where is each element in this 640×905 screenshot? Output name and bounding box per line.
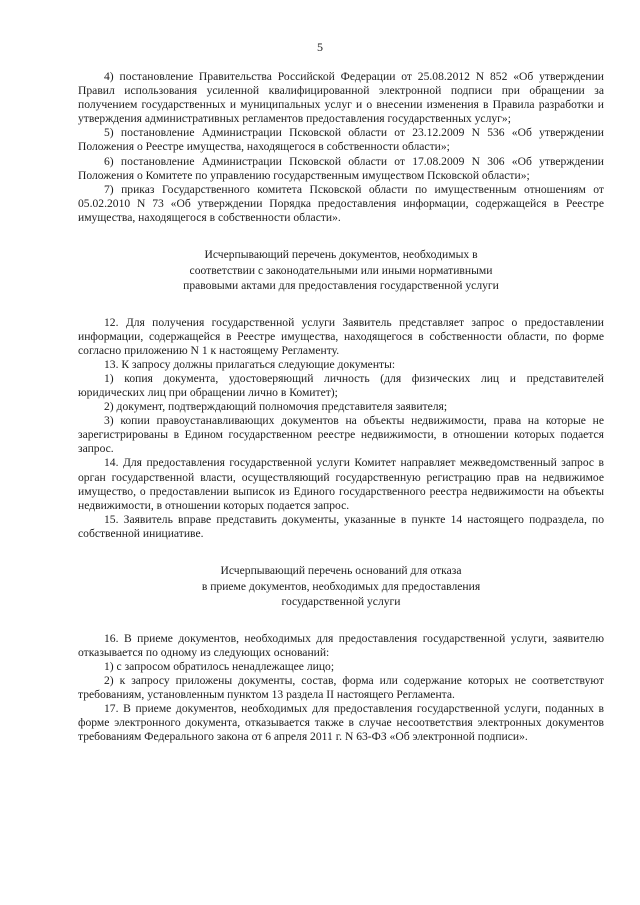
legal-acts-list xyxy=(78,70,604,225)
section-heading-refusal xyxy=(138,563,544,610)
paragraph-13-item-2: 2) документ, подтверждающий полномочия представителя заявителя; xyxy=(104,400,448,414)
paragraph-16-item-2: 2) к запросу приложены документы, состав, форма или содержание которых не соответствуют требованиям, установленным пунктом 13 раздела II настоящего Регламента. xyxy=(78,673,604,701)
section-heading-documents xyxy=(138,247,544,294)
heading-line: соответствии с законодательными или иными нормативными xyxy=(189,263,493,277)
paragraph-13: 13. К запросу должны прилагаться следующие документы: xyxy=(104,357,396,371)
paragraph-16-item-1: 1) с запросом обратилось ненадлежащее лицо; xyxy=(104,659,335,673)
paragraph-15: 15. Заявитель вправе представить документы, указанные в пункте 14 настоящего подраздела, по собственной инициативе. xyxy=(78,512,604,540)
paragraph-13-item-1: 1) копия документа, удостоверяющий личность (для физических лиц и представителей юридических лиц при обращении лично в Комитет); xyxy=(78,371,604,399)
documents-section xyxy=(78,316,604,542)
refusal-section xyxy=(78,632,604,745)
paragraph-16: 16. В приеме документов, необходимых для предоставления государственной услуги, заявителю отказывается по одному из следующих оснований: xyxy=(78,631,604,659)
paragraph-13-item-3: 3) копии правоустанавливающих документов на объекты недвижимости, права на которые не зарегистрированы в Едином государственном реестре недвижимости, в отношении которых подается запрос. xyxy=(78,414,604,456)
paragraph-item-7: 7) приказ Государственного комитета Псковской области по имущественным отношениям от 05.02.2010 N 73 «Об утверждении Порядка предоставления информации, содержащейся в Реестре имущества, находящегося в собственности области». xyxy=(78,182,604,224)
paragraph-17: 17. В приеме документов, необходимых для предоставления государственной услуги, поданных в форме электронного документа, отказывается также в случае несоответствия электронных документов требованиям Федерального закона от 6 апреля 2011 г. N 63-ФЗ «Об электронной подписи». xyxy=(78,702,604,744)
document-body xyxy=(78,70,604,744)
heading-line: правовыми актами для предоставления государственной услуги xyxy=(183,279,499,293)
page-number: 5 xyxy=(317,40,323,54)
paragraph-item-5: 5) постановление Администрации Псковской области от 23.12.2009 N 536 «Об утверждении Положения о Реестре имущества, находящегося в собственности области»; xyxy=(78,126,604,154)
paragraph-14: 14. Для предоставления государственной услуги Комитет направляет межведомственный запрос в орган государственной власти, осуществляющий государственную регистрацию прав на недвижимое имущество, о предоставлении выписок из Единого государственного реестра недвижимости на объекты недвижимости, в отношении которых подается запрос. xyxy=(78,456,604,512)
heading-line: Исчерпывающий перечень оснований для отказа xyxy=(220,564,462,578)
heading-line: Исчерпывающий перечень документов, необходимых в xyxy=(204,248,478,262)
paragraph-12: 12. Для получения государственной услуги Заявитель представляет запрос о предоставлении информации, содержащейся в Реестре имущества, находящегося в собственности области, по форме согласно приложению N 1 к настоящему Регламенту. xyxy=(78,315,604,357)
paragraph-item-4: 4) постановление Правительства Российской Федерации от 25.08.2012 N 852 «Об утверждении Правил использования усиленной квалифицированной электронной подписи при обращении за получением государственных и муниципальных услуг и о внесении изменения в Правила разработки и утверждения административных регламентов предоставления государственных услуг»; xyxy=(78,70,604,126)
paragraph-item-6: 6) постановление Администрации Псковской области от 17.08.2009 N 306 «Об утверждении Положения о Комитете по управлению государственным имуществом Псковской области»; xyxy=(78,154,604,182)
heading-line: в приеме документов, необходимых для предоставления xyxy=(201,579,481,593)
heading-line: государственной услуги xyxy=(281,595,401,609)
